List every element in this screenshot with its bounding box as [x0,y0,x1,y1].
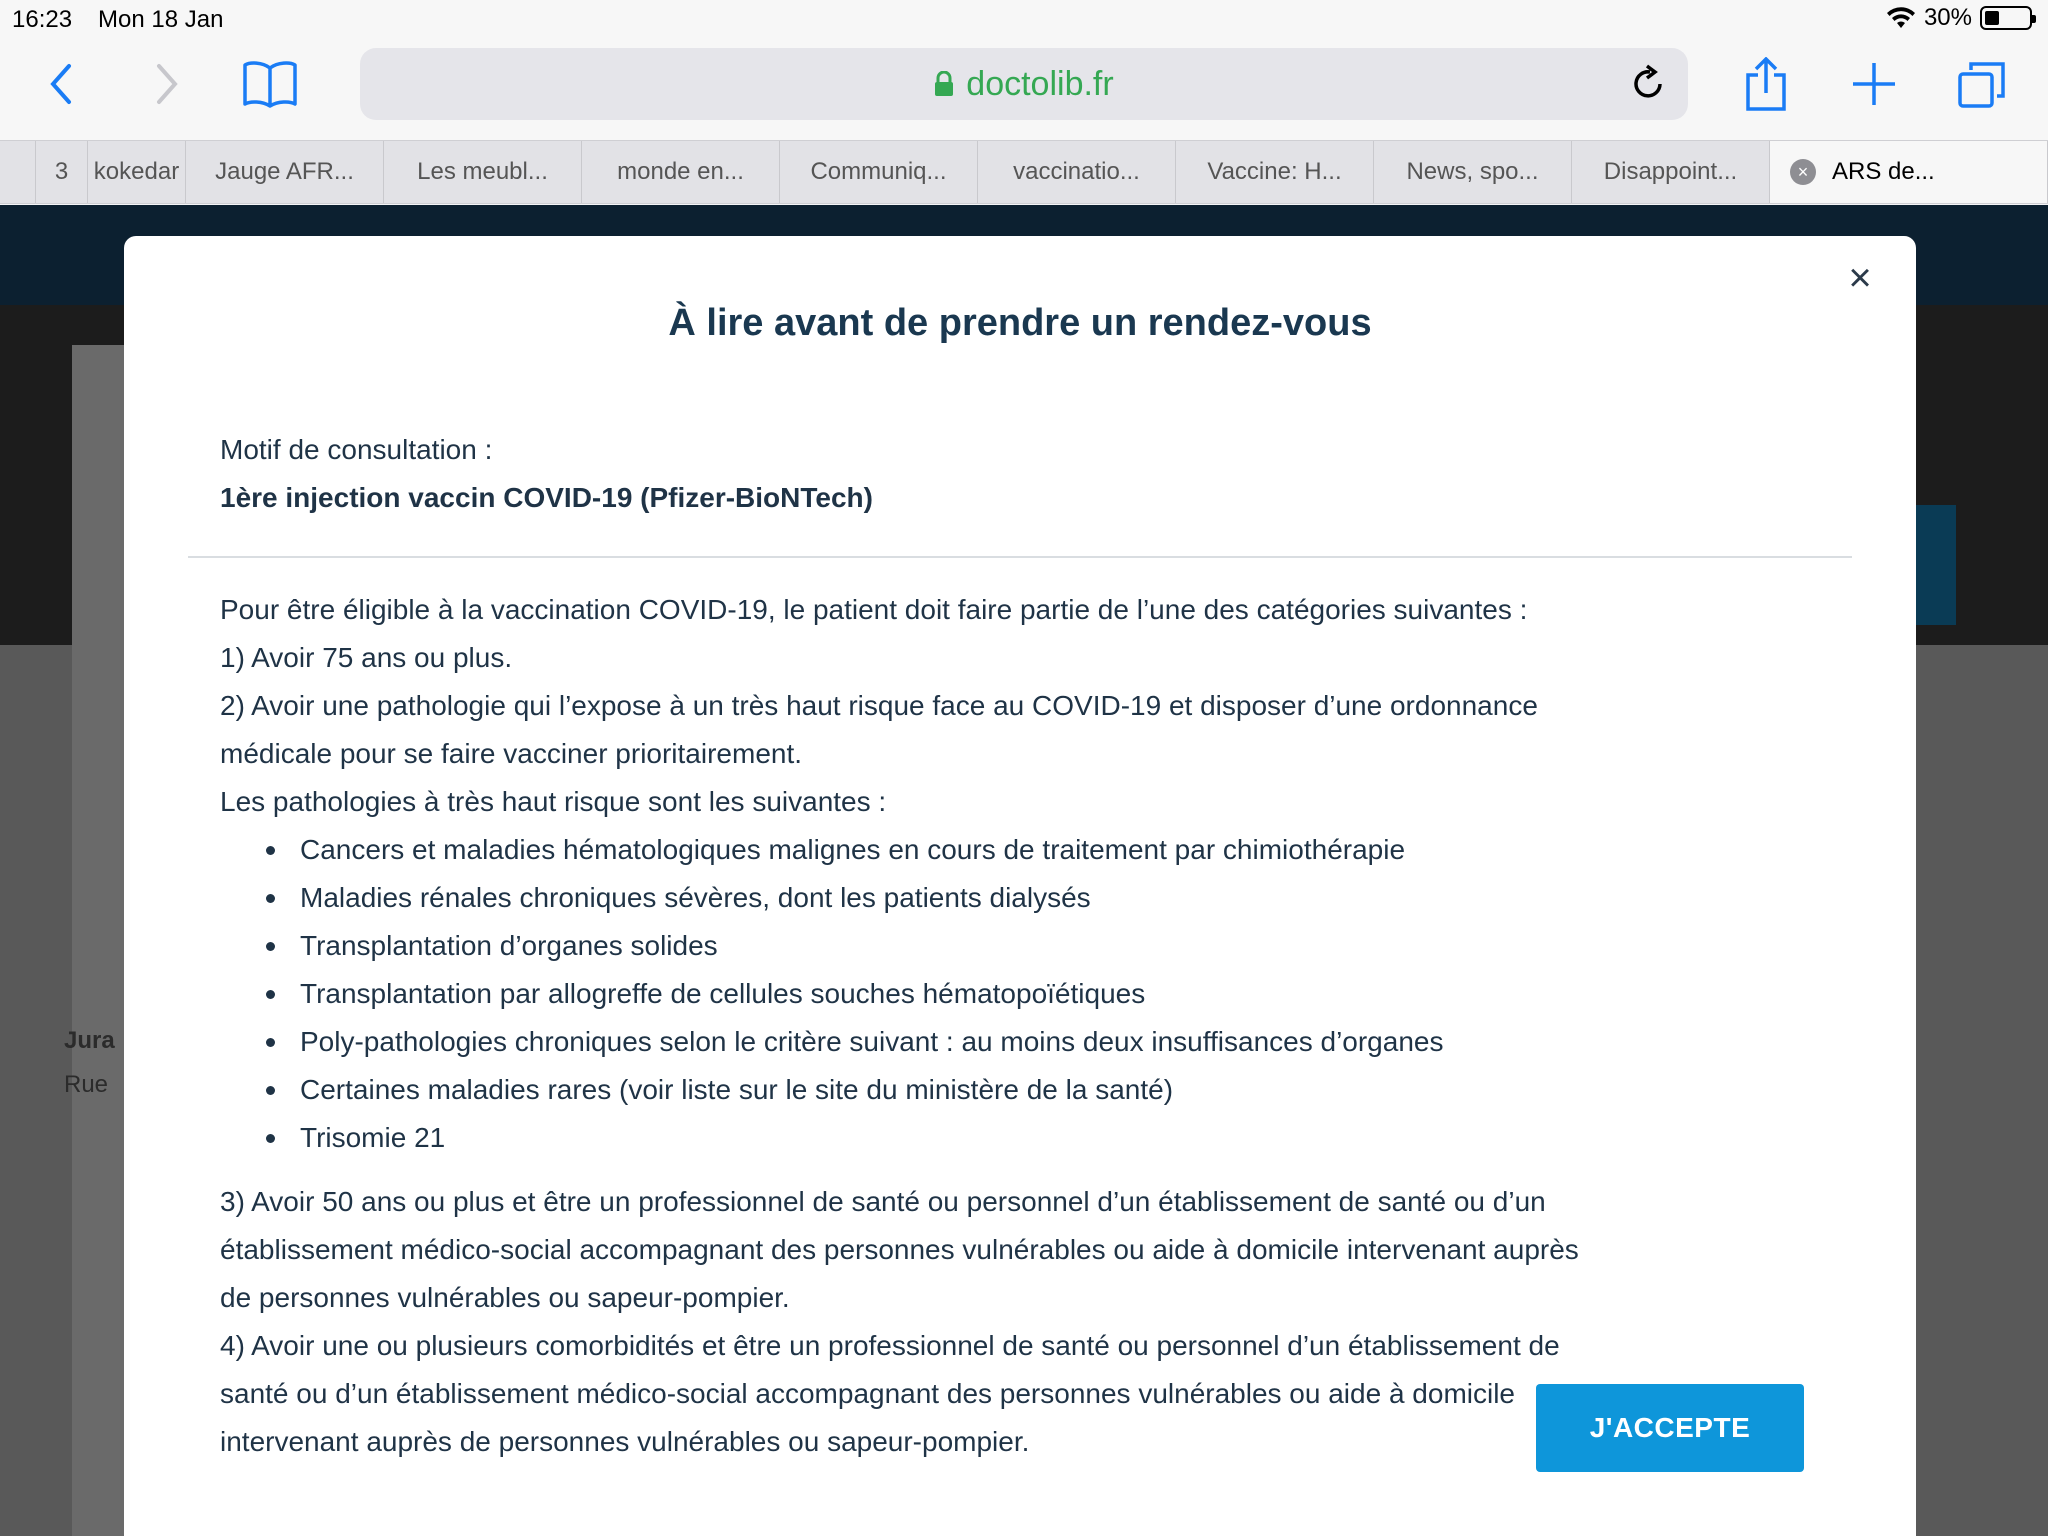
list-item: Certaines maladies rares (voir liste sur le site du ministère de la santé) [220,1066,1600,1114]
eligibility-item-1: 1) Avoir 75 ans ou plus. [220,642,513,673]
motif-label: Motif de consultation : [220,434,493,465]
status-bar [0,0,2048,36]
browser-tab[interactable] [0,141,36,203]
list-item: Transplantation d’organes solides [220,922,1600,970]
browser-tab[interactable]: Jauge AFR... [186,141,384,203]
list-item: Trisomie 21 [220,1114,1600,1162]
browser-tab[interactable]: Vaccine: H... [1176,141,1374,203]
site-accent-strip [1916,505,1956,625]
background-text: Jura [64,1027,115,1054]
browser-toolbar [0,36,2048,140]
status-time: 16:23 [12,6,73,33]
battery-icon [1980,6,2032,30]
browser-tab[interactable]: Les meubl... [384,141,582,203]
browser-tab[interactable]: Disappoint... [1572,141,1770,203]
eligibility-item-3: 3) Avoir 50 ans ou plus et être un professionnel de santé ou personnel d’un établissement de santé ou d’un établissement médico-social accompagnant des personnes vulnérables ou aide à domicile intervenant auprès de personnes vulnérables ou sapeur-pompier. [220,1186,1579,1313]
browser-tab[interactable]: Communiq... [780,141,978,203]
wifi-icon [1886,6,1916,30]
browser-tab[interactable]: kokedar [88,141,186,203]
chevron-right-icon [151,62,181,106]
tab-label: ARS de... [1832,158,1935,185]
tabs-overview-button[interactable] [1950,52,2014,116]
url-text: doctolib.fr [966,64,1114,103]
share-button[interactable] [1734,52,1798,116]
browser-tab[interactable]: monde en... [582,141,780,203]
background-text: Rue [64,1071,109,1098]
forward-button[interactable] [134,52,198,116]
tab-bar [0,140,2048,204]
list-item: Poly-pathologies chroniques selon le critère suivant : au moins deux insuffisances d’organes [220,1018,1600,1066]
status-right [1886,4,2032,32]
back-button[interactable] [28,52,92,116]
divider [188,556,1852,558]
browser-tab[interactable]: 3 [36,141,88,203]
pathologies-list [220,826,1600,1162]
close-icon[interactable]: × [1848,255,1872,300]
modal-title: À lire avant de prendre un rendez-vous [668,302,1372,344]
list-item: Transplantation par allogreffe de cellules souches hématopoïétiques [220,970,1600,1018]
book-icon [242,60,298,108]
eligibility-intro: Pour être éligible à la vaccination COVID-19, le patient doit faire partie de l’une des catégories suivantes : [220,594,1528,625]
reload-icon[interactable] [1628,64,1668,104]
eligibility-item-2: 2) Avoir une pathologie qui l’expose à un très haut risque face au COVID-19 et disposer d’une ordonnance médicale pour se faire vacciner prioritairement. [220,690,1538,769]
motif-value: 1ère injection vaccin COVID-19 (Pfizer-BioNTech) [220,482,873,513]
bookmarks-button[interactable] [238,52,302,116]
new-tab-button[interactable] [1842,52,1906,116]
chevron-left-icon [45,62,75,106]
appointment-info-modal [124,236,1916,1536]
tabs-icon [1957,60,2007,108]
battery-percent: 30% [1923,4,1972,31]
browser-tab[interactable]: News, spo... [1374,141,1572,203]
list-item: Maladies rénales chroniques sévères, dont les patients dialysés [220,874,1600,922]
browser-tab[interactable]: vaccinatio... [978,141,1176,203]
accept-button[interactable]: J'ACCEPTE [1536,1384,1804,1472]
plus-icon [1851,61,1897,107]
status-date: Mon 18 Jan [98,6,224,33]
eligibility-text [220,586,1600,1466]
list-item: Cancers et maladies hématologiques malignes en cours de traitement par chimiothérapie [220,826,1600,874]
address-bar[interactable] [360,48,1688,120]
eligibility-item-4: 4) Avoir une ou plusieurs comorbidités et être un professionnel de santé ou personnel d’un établissement de santé ou d’un établissement médico-social accompagnant des personnes vulnérables ou aide à domicile intervenant auprès de personnes vulnérables ou sapeur-pompier. [220,1330,1560,1457]
lock-icon [934,71,954,97]
pathologies-intro: Les pathologies à très haut risque sont les suivantes : [220,786,887,817]
share-icon [1744,57,1788,111]
tab-close-icon[interactable]: × [1790,159,1816,185]
browser-tab-active[interactable] [1770,141,2048,203]
